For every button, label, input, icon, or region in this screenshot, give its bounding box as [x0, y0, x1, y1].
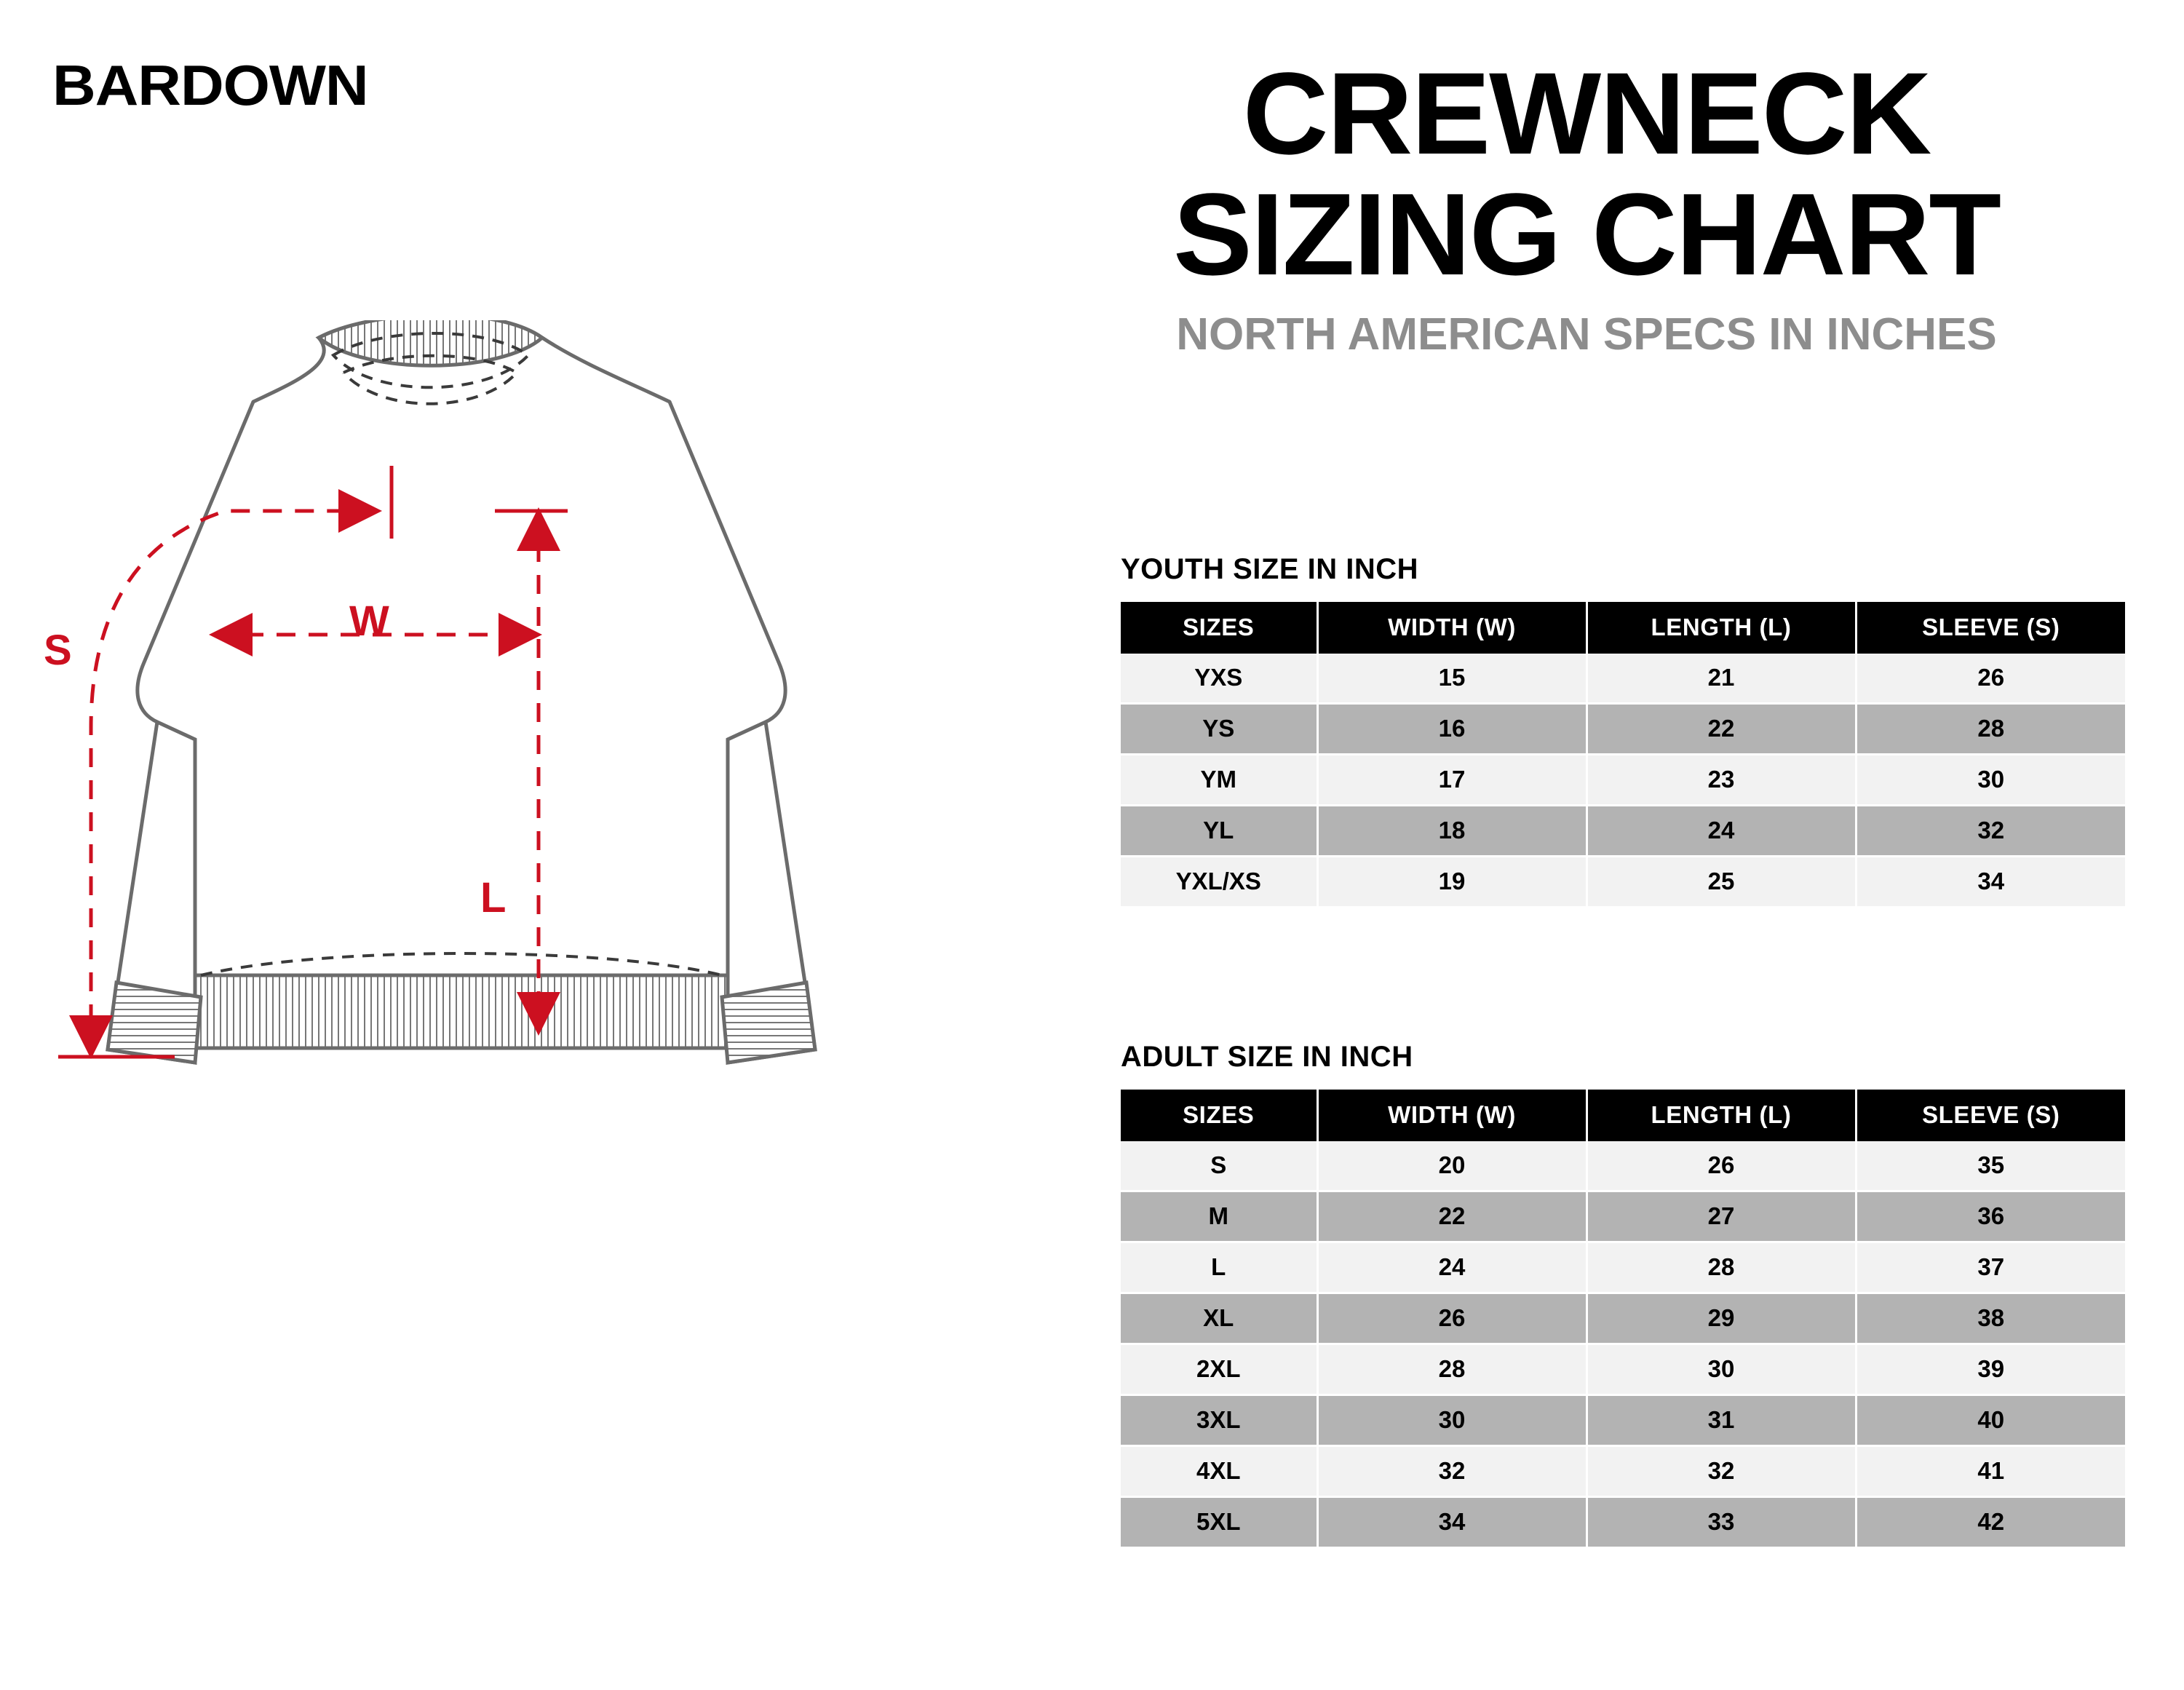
adult-size-table-block [1121, 1041, 2125, 1549]
cell-size: XL [1121, 1293, 1317, 1344]
cell-length: 21 [1587, 654, 1856, 704]
column-header-length: LENGTH (L) [1587, 1090, 1856, 1141]
cell-size: YXS [1121, 654, 1317, 704]
page-title-line-2: SIZING CHART [1172, 169, 2000, 299]
cell-length: 31 [1587, 1395, 1856, 1446]
table-row [1121, 857, 2125, 908]
column-header-width: WIDTH (W) [1317, 1090, 1587, 1141]
table-row [1121, 1242, 2125, 1293]
cell-size: 5XL [1121, 1497, 1317, 1548]
crewneck-technical-drawing [29, 320, 1004, 1456]
cell-size: 4XL [1121, 1446, 1317, 1497]
cell-width: 15 [1317, 654, 1587, 704]
page-title-line-1: CREWNECK [1242, 48, 1931, 178]
cell-size: 3XL [1121, 1395, 1317, 1446]
cell-sleeve: 42 [1856, 1497, 2125, 1548]
left-cuff-rib [108, 983, 201, 1063]
cell-length: 25 [1587, 857, 1856, 908]
cell-length: 30 [1587, 1344, 1856, 1395]
cell-width: 18 [1317, 806, 1587, 857]
table-header-row [1121, 602, 2125, 654]
sleeve-label: S [44, 627, 72, 674]
cell-sleeve: 40 [1856, 1395, 2125, 1446]
cell-size: YXL/XS [1121, 857, 1317, 908]
cell-width: 22 [1317, 1191, 1587, 1242]
column-header-sleeve: SLEEVE (S) [1856, 1090, 2125, 1141]
cell-width: 17 [1317, 755, 1587, 806]
crewneck-illustration [29, 320, 1004, 1456]
cell-width: 34 [1317, 1497, 1587, 1548]
table-row [1121, 1191, 2125, 1242]
cell-sleeve: 34 [1856, 857, 2125, 908]
table-row [1121, 1293, 2125, 1344]
cell-size: YM [1121, 755, 1317, 806]
cell-length: 26 [1587, 1141, 1856, 1191]
column-header-width: WIDTH (W) [1317, 602, 1587, 654]
cell-length: 32 [1587, 1446, 1856, 1497]
table-row [1121, 806, 2125, 857]
cell-length: 22 [1587, 704, 1856, 755]
table-row [1121, 1141, 2125, 1191]
cell-size: 2XL [1121, 1344, 1317, 1395]
page-header [1041, 48, 2132, 360]
garment-outline [138, 320, 785, 975]
table-row [1121, 1395, 2125, 1446]
cell-width: 26 [1317, 1293, 1587, 1344]
cell-sleeve: 28 [1856, 704, 2125, 755]
cell-width: 28 [1317, 1344, 1587, 1395]
column-header-sizes: SIZES [1121, 1090, 1317, 1141]
cell-sleeve: 32 [1856, 806, 2125, 857]
table-row [1121, 1446, 2125, 1497]
cell-width: 20 [1317, 1141, 1587, 1191]
table-row [1121, 704, 2125, 755]
bottom-hem-rib [195, 975, 728, 1048]
cell-sleeve: 35 [1856, 1141, 2125, 1191]
youth-size-table [1121, 602, 2125, 908]
cell-length: 33 [1587, 1497, 1856, 1548]
cell-width: 16 [1317, 704, 1587, 755]
adult-size-table [1121, 1090, 2125, 1549]
column-header-sleeve: SLEEVE (S) [1856, 602, 2125, 654]
adult-table-heading: ADULT SIZE IN INCH [1121, 1041, 1413, 1073]
column-header-length: LENGTH (L) [1587, 602, 1856, 654]
page-subtitle: NORTH AMERICAN SPECS IN INCHES [1176, 309, 1997, 360]
garment-body [108, 320, 815, 1063]
cell-width: 24 [1317, 1242, 1587, 1293]
table-row [1121, 1344, 2125, 1395]
column-header-sizes: SIZES [1121, 602, 1317, 654]
cell-sleeve: 30 [1856, 755, 2125, 806]
cell-length: 28 [1587, 1242, 1856, 1293]
cell-width: 30 [1317, 1395, 1587, 1446]
cell-sleeve: 39 [1856, 1344, 2125, 1395]
cell-sleeve: 41 [1856, 1446, 2125, 1497]
youth-table-heading: YOUTH SIZE IN INCH [1121, 553, 1419, 585]
cell-sleeve: 38 [1856, 1293, 2125, 1344]
cell-size: M [1121, 1191, 1317, 1242]
table-row [1121, 654, 2125, 704]
width-label: W [349, 598, 389, 645]
cell-length: 27 [1587, 1191, 1856, 1242]
cell-sleeve: 37 [1856, 1242, 2125, 1293]
table-row [1121, 1497, 2125, 1548]
cell-length: 29 [1587, 1293, 1856, 1344]
length-label: L [480, 874, 507, 921]
cell-sleeve: 26 [1856, 654, 2125, 704]
cell-size: YL [1121, 806, 1317, 857]
cell-size: YS [1121, 704, 1317, 755]
cell-size: S [1121, 1141, 1317, 1191]
right-cuff-rib [722, 983, 815, 1063]
table-header-row [1121, 1090, 2125, 1141]
cell-length: 23 [1587, 755, 1856, 806]
table-row [1121, 755, 2125, 806]
cell-width: 19 [1317, 857, 1587, 908]
cell-size: L [1121, 1242, 1317, 1293]
cell-sleeve: 36 [1856, 1191, 2125, 1242]
cell-length: 24 [1587, 806, 1856, 857]
cell-width: 32 [1317, 1446, 1587, 1497]
brand-logo: BARDOWN [52, 53, 368, 117]
youth-size-table-block [1121, 553, 2125, 908]
